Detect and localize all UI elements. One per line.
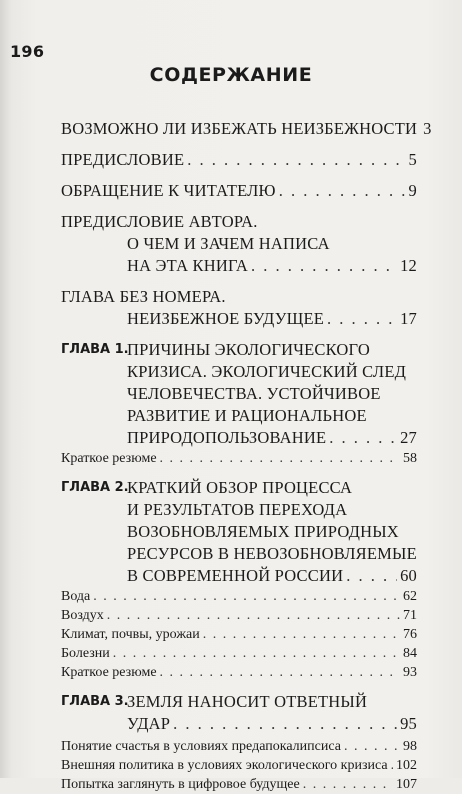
toc-line [61, 543, 417, 565]
dot-leader [160, 449, 400, 468]
toc-subentry [61, 587, 417, 606]
toc-line [61, 625, 417, 644]
dot-leader [203, 625, 400, 644]
toc-page-number: 95 [400, 714, 417, 733]
toc-entry-title: Краткое резюме [61, 665, 157, 680]
toc-entry-title: Внешняя политика в условиях экологического кризиса [61, 758, 388, 773]
toc-entry-title: ГЛАВА БЕЗ НОМЕРА. [61, 287, 226, 306]
toc-subentry [61, 737, 417, 756]
toc-entry [61, 211, 417, 277]
dot-leader [279, 180, 406, 202]
toc-entry-title: КРИЗИСА. ЭКОЛОГИЧЕСКИЙ СЛЕД [127, 362, 407, 381]
page-gutter [0, 0, 12, 778]
toc-entry-title: ПРИЧИНЫ ЭКОЛОГИЧЕСКОГО [127, 340, 370, 359]
toc-entry-title: О ЧЕМ И ЗАЧЕМ НАПИСА [127, 234, 330, 253]
toc-page-number: 9 [408, 181, 417, 200]
toc-entry-title: Вода [61, 589, 91, 604]
toc-entry-title: В СОВРЕМЕННОЙ РОССИИ [127, 566, 344, 585]
toc-entry-title: Болезни [61, 646, 110, 661]
toc-page-number: 76 [403, 627, 417, 642]
toc-line [61, 521, 417, 543]
toc-page-number: 71 [403, 608, 417, 623]
toc-chapter-entry [61, 691, 417, 735]
dot-leader [187, 149, 405, 171]
toc-entry-title: Климат, почвы, урожаи [61, 627, 200, 642]
toc-subentry [61, 449, 417, 468]
toc-subentry [61, 644, 417, 663]
toc-line [61, 449, 417, 468]
toc-entry [61, 286, 417, 330]
toc-line [61, 180, 417, 202]
toc-line [61, 361, 417, 383]
toc-page-number: 93 [403, 665, 417, 680]
toc-page-number: 60 [400, 566, 417, 585]
toc-entry-title: НА ЭТА КНИГА [127, 256, 249, 275]
toc-line [61, 606, 417, 625]
table-of-contents [61, 118, 432, 794]
dot-leader [113, 644, 400, 663]
chapter-label: ГЛАВА 1. [61, 342, 129, 357]
toc-line [61, 149, 417, 171]
toc-line [61, 383, 417, 405]
toc-entry-title: УДАР [127, 714, 171, 733]
toc-line [61, 233, 417, 255]
toc-entry-title: РАЗВИТИЕ И РАЦИОНАЛЬНОЕ [127, 406, 367, 425]
toc-entry-title: РЕСУРСОВ В НЕВОЗОБНОВЛЯЕМЫЕ [127, 544, 417, 563]
toc-chapter-entry [61, 339, 417, 449]
toc-page-number: 3 [423, 119, 432, 138]
toc-page-number: 12 [400, 256, 417, 275]
toc-line [61, 499, 417, 521]
toc-entry-title: И РЕЗУЛЬТАТОВ ПЕРЕХОДА [127, 500, 348, 519]
toc-chapter-entry [61, 477, 417, 587]
toc-page-number: 62 [403, 589, 417, 604]
toc-subentry [61, 663, 417, 682]
toc-entry-title: НЕИЗБЕЖНОЕ БУДУЩЕЕ [127, 309, 324, 328]
dot-leader [344, 737, 400, 756]
toc-page-number: 84 [403, 646, 417, 661]
toc-line [61, 405, 417, 427]
toc-line [61, 644, 417, 663]
toc-page-number: 98 [403, 739, 417, 754]
toc-subentry [61, 625, 417, 644]
toc-subentry [61, 606, 417, 625]
toc-page-number: 27 [400, 428, 417, 447]
dot-leader [173, 713, 397, 735]
toc-page-number: 58 [403, 451, 417, 466]
toc-entry-title: ВОЗОБНОВЛЯЕМЫХ ПРИРОДНЫХ [127, 522, 399, 541]
dot-leader [346, 565, 397, 587]
dot-leader [93, 587, 400, 606]
dot-leader [160, 663, 400, 682]
toc-entry-title: ЗЕМЛЯ НАНОСИТ ОТВЕТНЫЙ [127, 692, 368, 711]
toc-line [61, 587, 417, 606]
dot-leader [327, 308, 397, 330]
toc-entry [61, 149, 417, 171]
toc-entry-title: Воздух [61, 608, 104, 623]
toc-entry-title: ПРИРОДОПОЛЬЗОВАНИЕ [127, 428, 327, 447]
page-number: 196 [10, 42, 45, 61]
toc-entry-title: ПРЕДИСЛОВИЕ АВТОРА. [61, 212, 258, 231]
toc-line [61, 308, 417, 330]
dot-leader [329, 427, 397, 449]
toc-line [61, 756, 417, 775]
toc-entry-title: Понятие счастья в условиях предапокалипсиса [61, 739, 341, 754]
dot-leader [107, 606, 400, 625]
toc-entry-title: КРАТКИЙ ОБЗОР ПРОЦЕССА [127, 478, 353, 497]
toc-subentry [61, 756, 417, 775]
toc-line [61, 713, 417, 735]
toc-entry [61, 118, 432, 140]
toc-line [61, 737, 417, 756]
toc-line [61, 118, 432, 140]
toc-line [61, 427, 417, 449]
toc-entry-title: ОБРАЩЕНИЕ К ЧИТАТЕЛЮ [61, 181, 276, 200]
contents-title: СОДЕРЖАНИЕ [149, 64, 313, 86]
toc-entry-title: ВОЗМОЖНО ЛИ ИЗБЕЖАТЬ НЕИЗБЕЖНОСТИ [61, 119, 418, 138]
toc-line [61, 565, 417, 587]
toc-line [61, 663, 417, 682]
toc-line [61, 255, 417, 277]
toc-page-number: 17 [400, 309, 417, 328]
toc-page-number: 5 [408, 150, 417, 169]
chapter-label: ГЛАВА 2. [61, 480, 129, 495]
dot-leader [391, 756, 393, 775]
toc-line [61, 211, 417, 233]
toc-entry [61, 180, 417, 202]
chapter-label: ГЛАВА 3. [61, 694, 129, 709]
toc-entry-title: ЧЕЛОВЕЧЕСТВА. УСТОЙЧИВОЕ [127, 384, 381, 403]
toc-page-number: 102 [396, 758, 417, 773]
toc-entry-title: Попытка заглянуть в цифровое будущее [61, 777, 300, 792]
toc-page-number: 107 [396, 777, 417, 792]
toc-entry-title: Краткое резюме [61, 451, 157, 466]
toc-line [61, 286, 417, 308]
toc-entry-title: ПРЕДИСЛОВИЕ [61, 150, 185, 169]
dot-leader [251, 255, 397, 277]
